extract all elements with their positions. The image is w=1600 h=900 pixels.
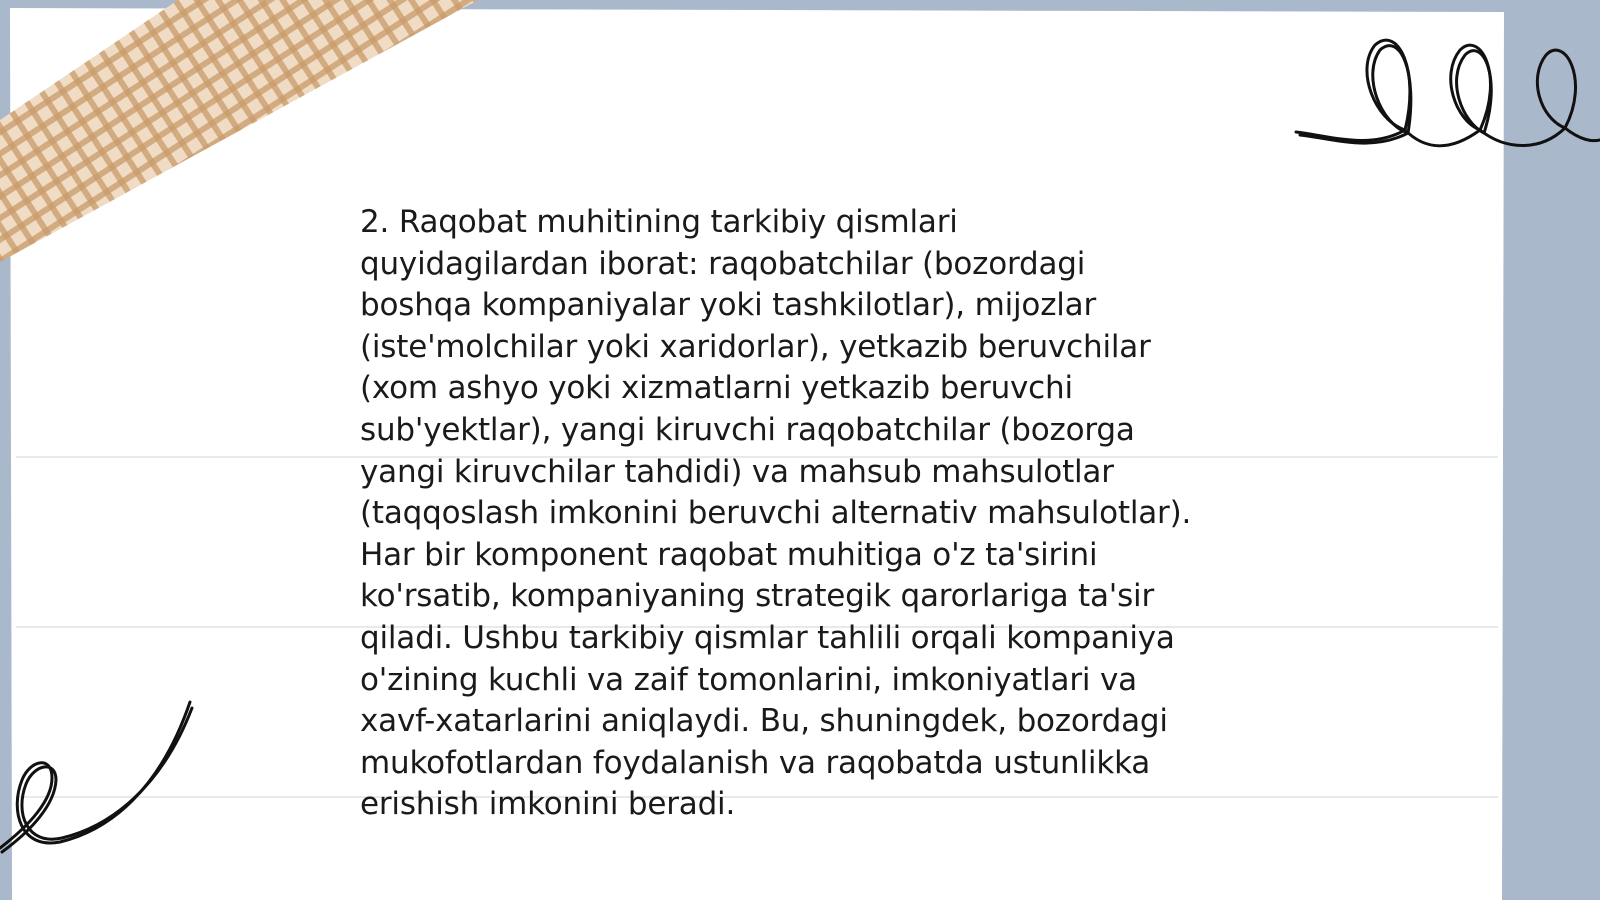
body-text: 2. Raqobat muhitining tarkibiy qismlari quyidagilardan iborat: raqobatchilar (bozordagi boshqa kompaniyalar yoki tashkilotlar), mijozlar (iste'molchilar yoki xaridorlar), yetkazib beruvchilar (xom ashyo yoki xizmatlarni yetkazib beruvchi sub'yektlar), yangi kiruvchi raqobatchilar (bozorga yangi kiruvchilar tahdidi) va mahsub mahsulotlar (taqqoslash imkonini beruvchi alternativ mahsulotlar). Har bir komponent raqobat muhitiga o'z ta'sirini ko'rsatib, kompaniyaning strategik qarorlariga ta'sir qiladi. Ushbu tarkibiy qismlar tahlili orqali kompaniya o'zining kuchli va zaif tomonlarini, imkoniyatlari va xavf-xatarlarini aniqlaydi. Bu, shuningdek, bozordagi mukofotlardan foydalanish va raqobatda ustunlikka erishish imkonini beradi.: [360, 204, 1192, 823]
